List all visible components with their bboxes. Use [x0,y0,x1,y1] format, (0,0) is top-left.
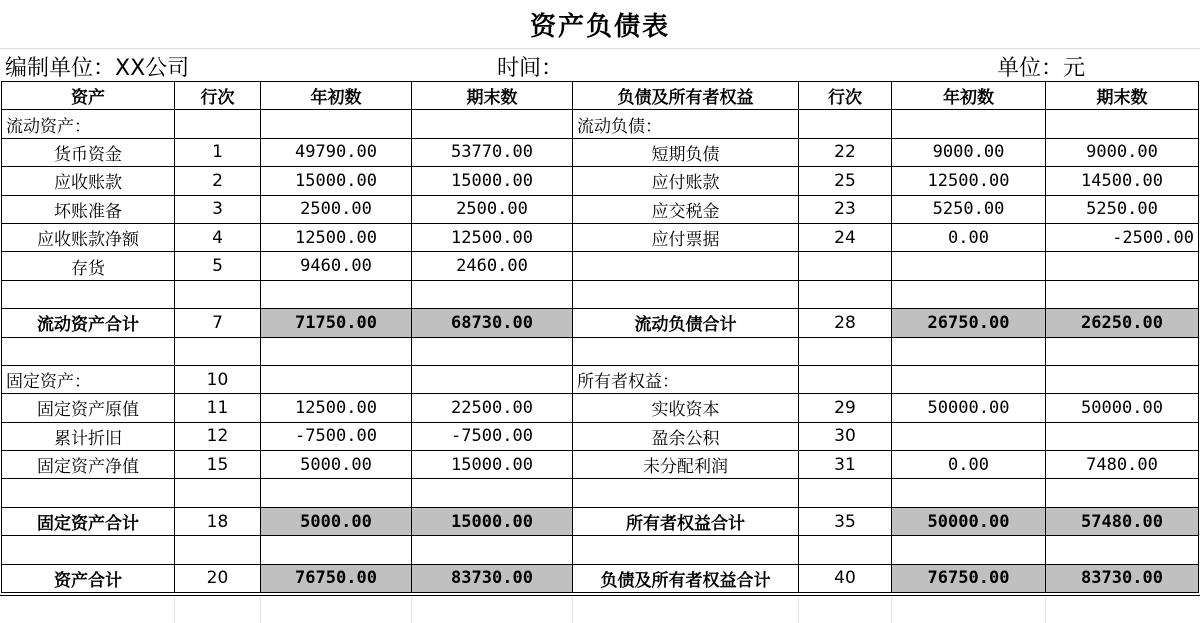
table-row [2,365,1199,393]
blank-row [2,479,1199,507]
table-row [2,138,1199,166]
item-label[interactable]: 固定资产原值 [2,394,175,422]
closing-value[interactable]: 22500.00 [412,394,573,422]
table-row [2,451,1199,479]
header-opening[interactable]: 年初数 [261,82,412,110]
cell[interactable] [799,337,892,365]
item-label[interactable]: 固定资产净值 [2,451,175,479]
line-number[interactable]: 35 [799,507,892,535]
item-label[interactable]: 盈余公积 [573,422,799,450]
cell[interactable] [261,280,412,308]
cell[interactable] [1046,252,1199,280]
line-number[interactable]: 22 [799,138,892,166]
subtotal-row [2,309,1199,337]
cell[interactable] [2,536,175,564]
subtotal-label[interactable]: 固定资产合计 [2,507,175,535]
item-label[interactable]: 应收账款净额 [2,223,175,251]
section-label[interactable]: 固定资产： [2,365,175,393]
cell[interactable] [261,365,412,393]
cell[interactable] [174,596,261,623]
report-time: 时间： [497,56,564,81]
line-number[interactable]: 30 [799,422,892,450]
line-number[interactable]: 1 [175,138,261,166]
cell[interactable] [2,280,175,308]
cell[interactable] [573,337,799,365]
subtotal-opening[interactable]: 26750.00 [892,309,1046,337]
item-label[interactable]: 未分配利润 [573,451,799,479]
closing-value[interactable]: 15000.00 [412,167,573,195]
subtotal-closing[interactable]: 57480.00 [1046,507,1199,535]
cell[interactable] [892,280,1046,308]
opening-value[interactable]: 5000.00 [261,451,412,479]
line-number[interactable]: 12 [175,422,261,450]
cell[interactable] [892,110,1046,138]
cell[interactable] [799,252,892,280]
line-number[interactable]: 28 [799,309,892,337]
cell[interactable] [1046,337,1199,365]
line-number[interactable]: 11 [175,394,261,422]
cell[interactable] [175,536,261,564]
blank-row [2,337,1199,365]
closing-value[interactable]: 2500.00 [412,195,573,223]
item-label[interactable]: 货币资金 [2,138,175,166]
closing-value[interactable]: 2460.00 [412,252,573,280]
grand-total-opening[interactable]: 76750.00 [261,564,412,592]
line-number[interactable]: 29 [799,394,892,422]
line-number[interactable]: 3 [175,195,261,223]
header-line-no[interactable]: 行次 [175,82,261,110]
item-label[interactable]: 应交税金 [573,195,799,223]
cell[interactable] [412,110,573,138]
subtotal-row [2,507,1199,535]
opening-value[interactable]: 12500.00 [261,223,412,251]
header-opening-right[interactable]: 年初数 [892,82,1046,110]
line-number[interactable]: 15 [175,451,261,479]
section-label[interactable]: 流动负债： [573,110,799,138]
sheet-title: 资产负债表 [0,0,1200,49]
cell[interactable] [0,596,175,623]
table-row [2,394,1199,422]
line-number[interactable]: 4 [175,223,261,251]
meta-row [0,48,1200,81]
line-number[interactable]: 31 [799,451,892,479]
table-row [2,195,1199,223]
closing-value[interactable]: 14500.00 [1046,167,1199,195]
cell[interactable] [799,365,892,393]
opening-value[interactable]: 15000.00 [261,167,412,195]
cell[interactable] [412,536,573,564]
subtotal-label[interactable]: 所有者权益合计 [573,507,799,535]
balance-table [1,81,1199,593]
cell[interactable] [260,596,412,623]
cell[interactable] [175,280,261,308]
line-number[interactable]: 20 [175,564,261,592]
cell[interactable] [175,479,261,507]
opening-value[interactable]: 50000.00 [892,394,1046,422]
cell[interactable] [1046,479,1199,507]
item-label[interactable]: 短期负债 [573,138,799,166]
table-row [2,422,1199,450]
line-number[interactable]: 23 [799,195,892,223]
cell[interactable] [175,337,261,365]
opening-value[interactable]: 12500.00 [261,394,412,422]
grand-total-label[interactable]: 负债及所有者权益合计 [573,564,799,592]
grand-total-row [2,564,1199,592]
grand-total-opening[interactable]: 76750.00 [892,564,1046,592]
item-label[interactable]: 应付票据 [573,223,799,251]
section-label[interactable]: 流动资产： [2,110,175,138]
cell[interactable] [892,422,1046,450]
cell[interactable] [892,479,1046,507]
opening-value[interactable]: 49790.00 [261,138,412,166]
cell[interactable] [892,536,1046,564]
cell[interactable] [2,479,175,507]
section-label[interactable]: 所有者权益： [573,365,799,393]
closing-value[interactable]: 7480.00 [1046,451,1199,479]
currency-unit: 单位：元 [997,56,1086,81]
closing-value[interactable]: -7500.00 [412,422,573,450]
closing-value[interactable]: 12500.00 [412,223,573,251]
cell[interactable] [1046,280,1199,308]
header-line-no-right[interactable]: 行次 [799,82,892,110]
table-row [2,167,1199,195]
cell[interactable] [891,596,1046,623]
blank-row [2,536,1199,564]
grand-total-closing[interactable]: 83730.00 [412,564,573,592]
header-row [2,82,1199,110]
closing-value[interactable]: 53770.00 [412,138,573,166]
cell[interactable] [573,252,799,280]
line-number[interactable]: 2 [175,167,261,195]
subtotal-opening[interactable]: 50000.00 [892,507,1046,535]
cell[interactable] [799,110,892,138]
opening-value[interactable]: 9000.00 [892,138,1046,166]
cell[interactable] [412,479,573,507]
closing-value[interactable]: -2500.00 [1046,223,1199,251]
cell[interactable] [1046,536,1199,564]
header-liabilities-equity[interactable]: 负债及所有者权益 [573,82,799,110]
cell[interactable] [573,479,799,507]
header-assets[interactable]: 资产 [2,82,175,110]
grand-total-closing[interactable]: 83730.00 [1046,564,1199,592]
cell[interactable] [261,536,412,564]
header-closing[interactable]: 期末数 [412,82,573,110]
cell[interactable] [799,536,892,564]
reporting-entity: 编制单位：XX公司 [5,56,190,81]
cell[interactable] [412,365,573,393]
closing-value[interactable]: 5250.00 [1046,195,1199,223]
opening-value[interactable]: 0.00 [892,223,1046,251]
item-label[interactable]: 实收资本 [573,394,799,422]
table-row [2,110,1199,138]
closing-value[interactable]: 50000.00 [1046,394,1199,422]
cell[interactable] [799,479,892,507]
cell[interactable] [799,280,892,308]
line-number[interactable]: 10 [175,365,261,393]
item-label[interactable]: 存货 [2,252,175,280]
line-number[interactable]: 24 [799,223,892,251]
cell[interactable] [1046,365,1199,393]
item-label[interactable]: 应付账款 [573,167,799,195]
cell[interactable] [1046,422,1199,450]
cell[interactable] [798,596,892,623]
grand-total-label[interactable]: 资产合计 [2,564,175,592]
cell[interactable] [261,337,412,365]
line-number[interactable]: 7 [175,309,261,337]
subtotal-closing[interactable]: 15000.00 [412,507,573,535]
blank-row [2,280,1199,308]
opening-value[interactable]: 12500.00 [892,167,1046,195]
opening-value[interactable]: -7500.00 [261,422,412,450]
opening-value[interactable]: 5250.00 [892,195,1046,223]
item-label[interactable]: 累计折旧 [2,422,175,450]
line-number[interactable]: 18 [175,507,261,535]
closing-value[interactable]: 9000.00 [1046,138,1199,166]
cell[interactable] [573,536,799,564]
line-number[interactable]: 5 [175,252,261,280]
subtotal-opening[interactable]: 71750.00 [261,309,412,337]
cell[interactable] [261,110,412,138]
subtotal-opening[interactable]: 5000.00 [261,507,412,535]
opening-value[interactable]: 2500.00 [261,195,412,223]
line-number[interactable]: 25 [799,167,892,195]
closing-value[interactable]: 15000.00 [412,451,573,479]
subtotal-closing[interactable]: 68730.00 [412,309,573,337]
header-closing-right[interactable]: 期末数 [1046,82,1199,110]
subtotal-label[interactable]: 流动负债合计 [573,309,799,337]
subtotal-closing[interactable]: 26250.00 [1046,309,1199,337]
cell[interactable] [411,596,573,623]
cell[interactable] [892,365,1046,393]
item-label[interactable]: 应收账款 [2,167,175,195]
cell[interactable] [892,337,1046,365]
cell[interactable] [573,280,799,308]
empty-spreadsheet-row [0,595,1200,623]
line-number[interactable]: 40 [799,564,892,592]
opening-value[interactable]: 9460.00 [261,252,412,280]
cell[interactable] [412,280,573,308]
table-row [2,223,1199,251]
cell[interactable] [261,479,412,507]
opening-value[interactable]: 0.00 [892,451,1046,479]
cell[interactable] [892,252,1046,280]
item-label[interactable]: 坏账准备 [2,195,175,223]
cell[interactable] [572,596,799,623]
cell[interactable] [1046,110,1199,138]
subtotal-label[interactable]: 流动资产合计 [2,309,175,337]
cell[interactable] [412,337,573,365]
table-row [2,252,1199,280]
cell[interactable] [2,337,175,365]
cell[interactable] [175,110,261,138]
